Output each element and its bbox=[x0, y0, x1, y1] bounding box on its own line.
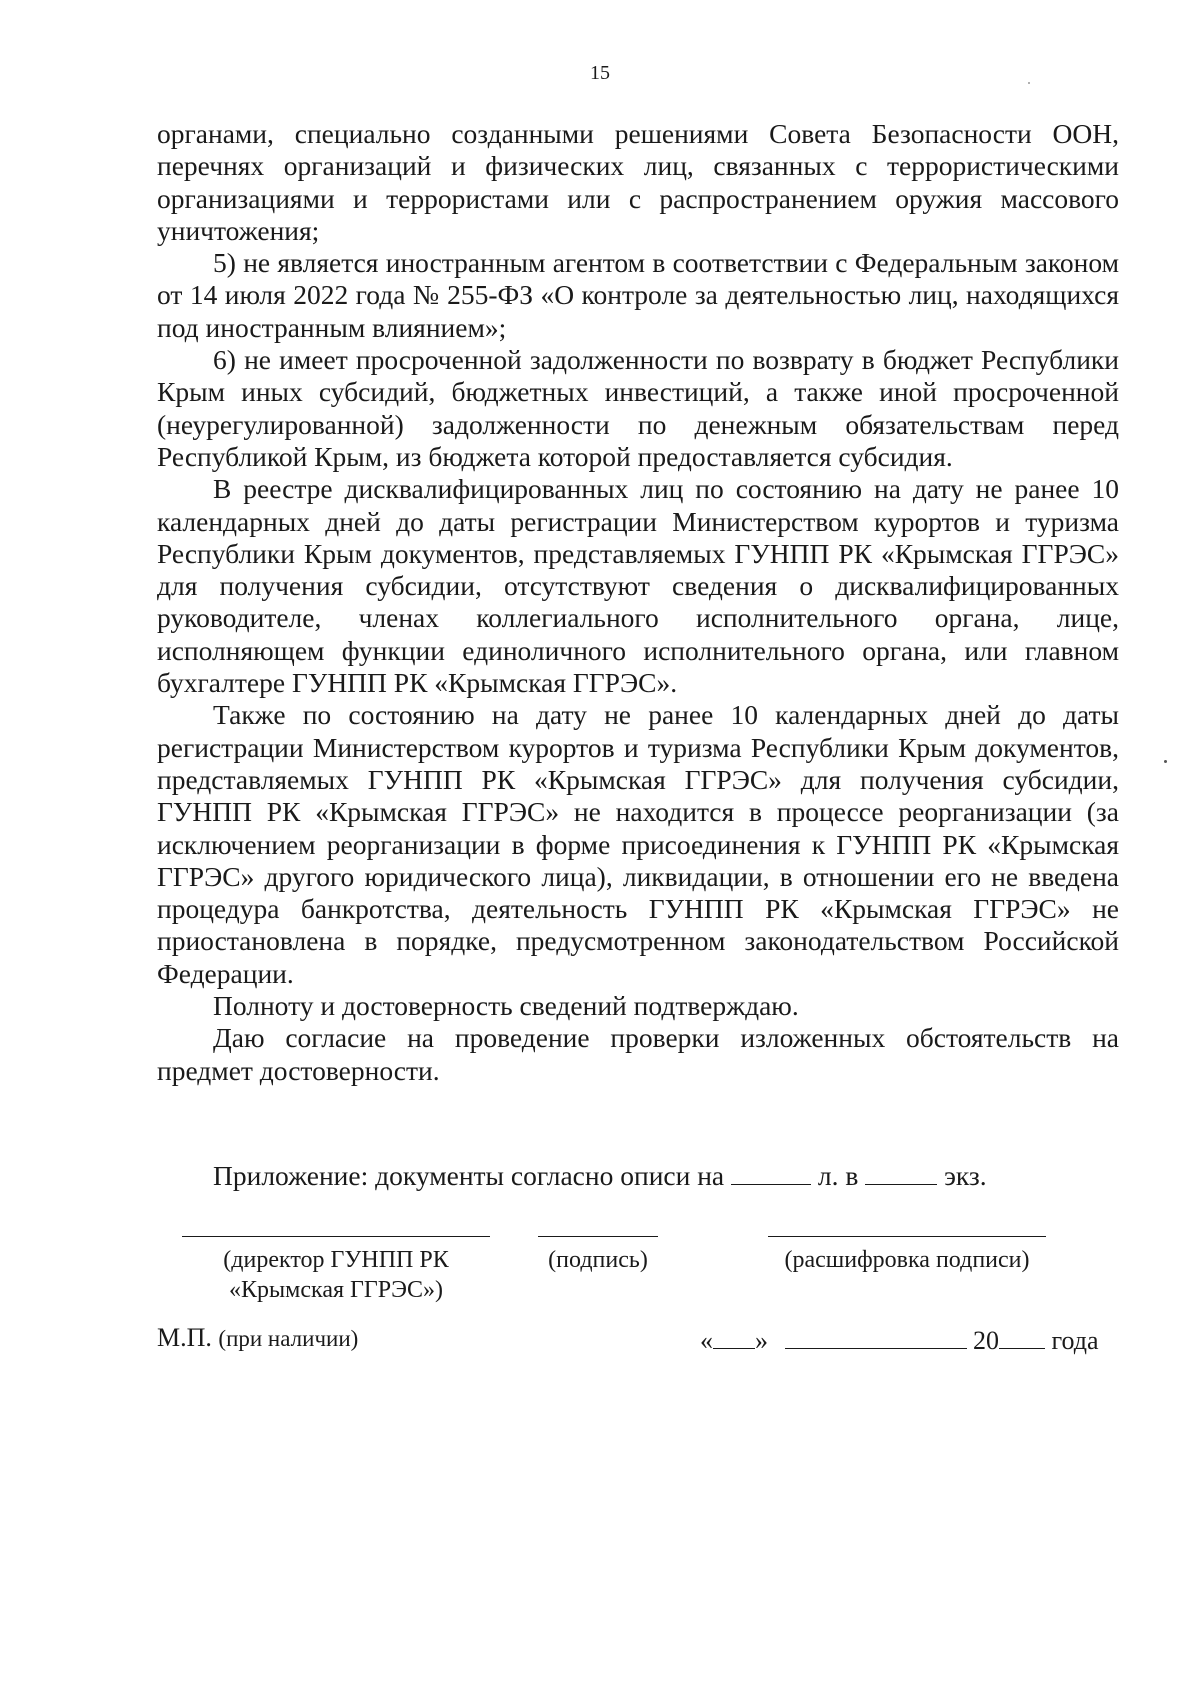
signature-decoding-line[interactable] bbox=[768, 1236, 1046, 1237]
attachment-copies-suffix: экз. bbox=[944, 1160, 987, 1191]
signature-line[interactable] bbox=[538, 1236, 658, 1237]
attachment-line bbox=[213, 1158, 987, 1192]
page-number: 15 bbox=[590, 62, 610, 84]
attachment-prefix: Приложение: документы согласно описи на bbox=[213, 1160, 725, 1191]
date-field bbox=[700, 1322, 1099, 1357]
paragraph-disqualified-registry: В реестре дисквалифицированных лиц по состоянию на дату не ранее 10 календарных дней до даты регистрации Министерством курортов и туризма Республики Крым документов, представляемых ГУНПП РК «Крымская ГГРЭС» для получения субсидии, отсутствуют сведения о дисквалифицированных руководителе, членах коллегиального исполнительного органа, лице, исполняющем функции единоличного исполнительного органа, или главном бухгалтере ГУНПП РК «Крымская ГГРЭС». bbox=[157, 473, 1119, 699]
date-year-suffix: года bbox=[1051, 1326, 1099, 1355]
signature-decoding-label: (расшифровка подписи) bbox=[784, 1247, 1030, 1273]
scan-speck bbox=[1028, 82, 1030, 84]
paragraph-item-5: 5) не является иностранным агентом в соответствии с Федеральным законом от 14 июля 2022 года № 255-ФЗ «О контроле за деятельностью лиц, находящихся под иностранным влиянием»; bbox=[157, 247, 1119, 343]
stamp-note: (при наличии) bbox=[218, 1326, 359, 1351]
date-day-field[interactable] bbox=[713, 1322, 755, 1349]
position-line[interactable] bbox=[182, 1236, 490, 1237]
scan-speck bbox=[1164, 760, 1167, 763]
signature-label: (подпись) bbox=[548, 1247, 648, 1273]
position-label-line1: (директор ГУНПП РК bbox=[223, 1247, 449, 1273]
date-year-field[interactable] bbox=[999, 1322, 1045, 1349]
paragraph-consent: Даю согласие на проведение проверки изложенных обстоятельств на предмет достоверности. bbox=[157, 1022, 1119, 1086]
document-body bbox=[157, 118, 1119, 1087]
attachment-sheets-suffix: л. в bbox=[817, 1160, 859, 1191]
stamp-label: М.П. bbox=[157, 1323, 212, 1352]
paragraph-continuation: органами, специально созданными решениями Совета Безопасности ООН, перечнях организаций и физических лиц, связанных с террористическими организациями и террористами или с распространением оружия массового уничтожения; bbox=[157, 118, 1119, 246]
position-label bbox=[182, 1245, 490, 1305]
date-year-prefix: 20 bbox=[973, 1326, 999, 1355]
sheets-count-field[interactable] bbox=[731, 1158, 811, 1185]
date-close-quote: » bbox=[755, 1326, 768, 1355]
paragraph-reorganization: Также по состоянию на дату не ранее 10 календарных дней до даты регистрации Министерством курортов и туризма Республики Крым документов, представляемых ГУНПП РК «Крымская ГГРЭС» для получения субсидии, ГУНПП РК «Крымская ГГРЭС» не находится в процессе реорганизации (за исключением реорганизации в форме присоединения к ГУНПП РК «Крымская ГГРЭС» другого юридического лица), ликвидации, в отношении его не введена процедура банкротства, деятельность ГУНПП РК «Крымская ГГРЭС» не приостановлена в порядке, предусмотренном законодательством Российской Федерации. bbox=[157, 699, 1119, 989]
stamp-place bbox=[157, 1322, 358, 1355]
date-open-quote: « bbox=[700, 1326, 713, 1355]
paragraph-confirmation: Полноту и достоверность сведений подтверждаю. bbox=[213, 990, 799, 1022]
position-label-line2: «Крымская ГГРЭС») bbox=[229, 1277, 443, 1303]
date-month-field[interactable] bbox=[785, 1322, 967, 1349]
copies-count-field[interactable] bbox=[865, 1158, 937, 1185]
paragraph-item-6: 6) не имеет просроченной задолженности по возврату в бюджет Республики Крым иных субсидий, бюджетных инвестиций, а также иной просроченной (неурегулированной) задолженности по денежным обязательствам перед Республикой Крым, из бюджета которой предоставляется субсидия. bbox=[157, 344, 1119, 472]
